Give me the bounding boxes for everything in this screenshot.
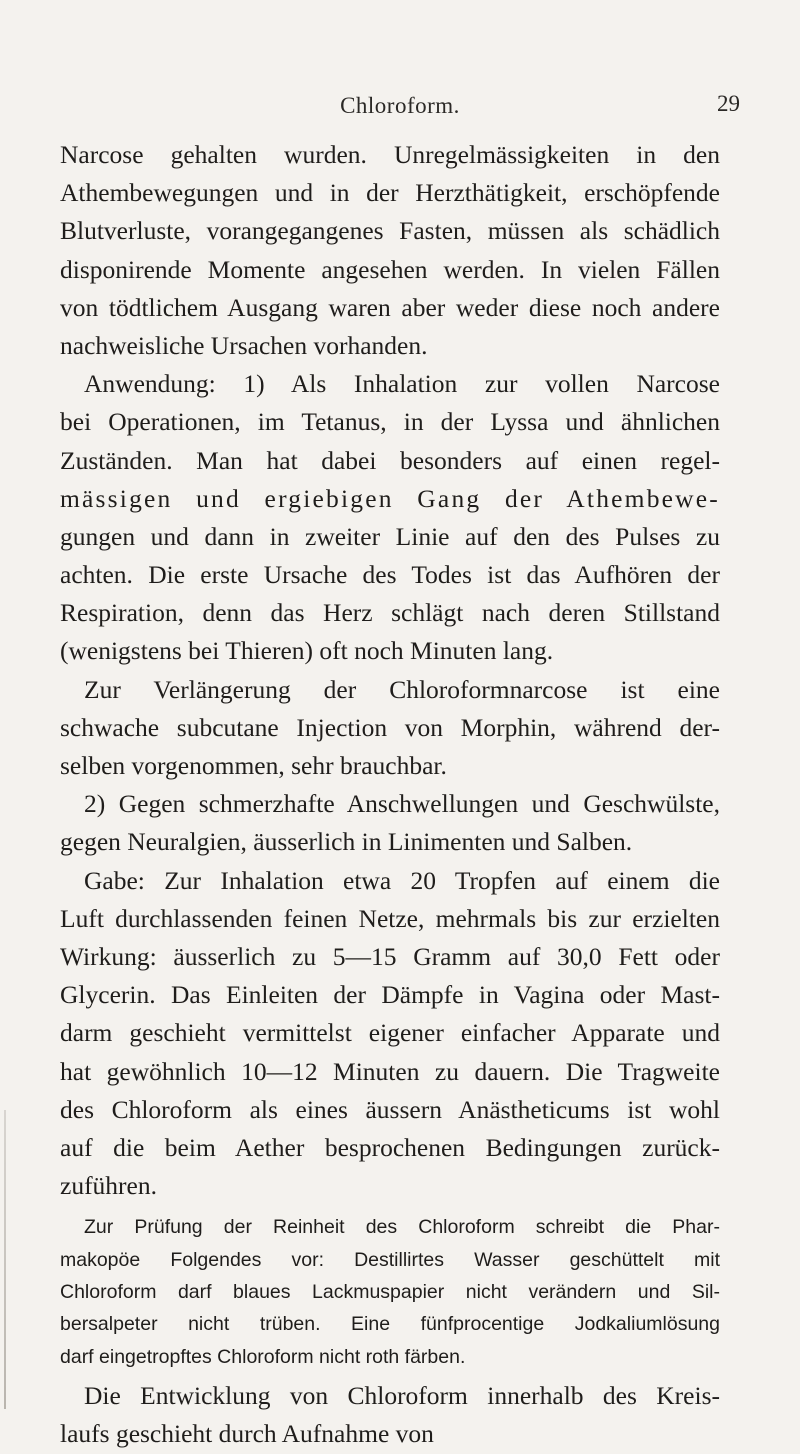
text-line: hat gewöhnlich 10—12 Minuten zu dauern. Die Tragweite xyxy=(60,1056,720,1086)
small-text-line: makopöe Folgendes vor: Destillirtes Wasser geschüttelt mit xyxy=(60,1248,720,1271)
text-line: mässigen und ergiebigen Gang der Athembewe- xyxy=(60,483,720,513)
text-line: Anwendung: 1) Als Inhalation zur vollen Narcose xyxy=(84,369,720,399)
text-line: gegen Neuralgien, äusserlich in Linimenten und Salben. xyxy=(60,827,633,857)
text-line: zuführen. xyxy=(60,1171,157,1201)
text-line: Gabe: Zur Inhalation etwa 20 Tropfen auf einem die xyxy=(84,865,720,895)
text-line: bei Operationen, im Tetanus, in der Lyssa und ähnlichen xyxy=(60,407,720,437)
page-header xyxy=(60,93,740,123)
text-line: Zur Verlängerung der Chloroformnarcose ist eine xyxy=(84,674,720,704)
text-line: (wenigstens bei Thieren) oft noch Minuten lang. xyxy=(60,636,554,666)
text-line: gungen und dann in zweiter Linie auf den des Pulses zu xyxy=(60,521,720,551)
text-line: schwache subcutane Injection von Morphin, während der- xyxy=(60,712,720,742)
body-text xyxy=(60,136,720,1454)
small-text-line: bersalpeter nicht trüben. Eine fünfprocentige Jodkaliumlösung xyxy=(60,1313,720,1336)
small-text-line: Chloroform darf blaues Lackmuspapier nicht verändern und Sil- xyxy=(60,1281,720,1304)
text-line: achten. Die erste Ursache des Todes ist das Aufhören der xyxy=(60,560,720,590)
text-line: nachweisliche Ursachen vorhanden. xyxy=(60,330,428,360)
text-line: Wirkung: äusserlich zu 5—15 Gramm auf 30,0 Fett oder xyxy=(60,941,720,971)
text-line: Narcose gehalten wurden. Unregelmässigkeiten in den xyxy=(60,140,720,169)
text-line: darm geschieht vermittelst eigener einfacher Apparate und xyxy=(60,1018,720,1048)
text-line: Athembewegungen und in der Herzthätigkeit, erschöpfende xyxy=(60,178,720,208)
binding-edge xyxy=(4,1110,6,1409)
small-text-line: darf eingetropftes Chloroform nicht roth färben. xyxy=(60,1345,466,1368)
text-line: selben vorgenommen, sehr brauchbar. xyxy=(60,751,447,780)
text-line: Die Entwicklung von Chloroform innerhalb des Kreis- xyxy=(84,1381,720,1411)
text-line: laufs geschieht durch Aufnahme von xyxy=(60,1419,434,1449)
text-line: Glycerin. Das Einleiten der Dämpfe in Vagina oder Mast- xyxy=(60,980,720,1010)
text-line: Zuständen. Man hat dabei besonders auf einen regel- xyxy=(60,445,720,475)
text-line: auf die beim Aether besprochenen Bedingungen zurück- xyxy=(60,1132,720,1162)
page-number: 29 xyxy=(717,91,740,116)
text-line: 2) Gegen schmerzhafte Anschwellungen und Geschwülste, xyxy=(84,789,720,819)
text-line: Respiration, denn das Herz schlägt nach deren Stillstand xyxy=(60,598,720,628)
text-line: Luft durchlassenden feinen Netze, mehrmals bis zur erzielten xyxy=(60,903,720,933)
text-line: von tödtlichem Ausgang waren aber weder diese noch andere xyxy=(60,292,720,322)
small-text-line: Zur Prüfung der Reinheit des Chloroform schreibt die Phar- xyxy=(84,1216,720,1239)
text-line: Blutverluste, vorangegangenes Fasten, müssen als schädlich xyxy=(60,216,720,246)
text-line: disponirende Momente angesehen werden. In vielen Fällen xyxy=(60,254,720,284)
text-line: des Chloroform als eines äussern Anästheticums ist wohl xyxy=(60,1094,720,1124)
small-print-note xyxy=(60,1211,720,1373)
running-title: Chloroform. xyxy=(340,93,460,118)
final-paragraph xyxy=(60,1377,720,1453)
